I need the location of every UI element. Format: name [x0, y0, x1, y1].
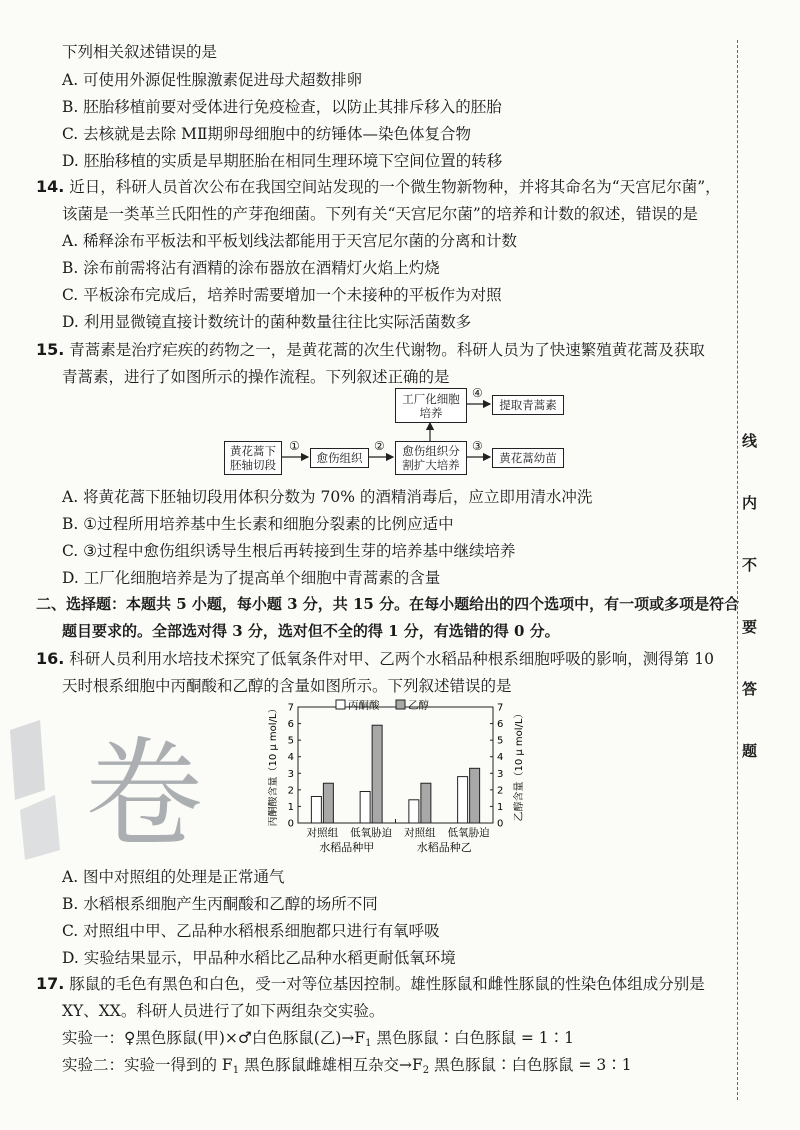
- bar-pyruvate: [311, 796, 321, 823]
- y-tick-label-left: 3: [287, 768, 294, 780]
- box-factory-l2: 培养: [419, 405, 443, 420]
- y-tick-label-left: 1: [287, 801, 294, 813]
- q15-stem-1: 青蒿素是治疗疟疾的药物之一，是黄花蒿的次生代谢物。科研人员为了快速繁殖黄花蒿及获取: [69, 341, 705, 359]
- legend-label-ethanol: 乙醇: [408, 699, 429, 712]
- q15-option-c: C. ③过程中愈伤组织诱导生根后再转接到生芽的培养基中继续培养: [62, 542, 516, 560]
- bar-ethanol: [323, 783, 333, 823]
- y-tick-label-right: 3: [497, 768, 504, 780]
- watermark-stamp: [0, 700, 230, 870]
- q14-option-d: D. 利用显微镜直接计数统计的菌种数量往往比实际活菌数多: [62, 313, 472, 331]
- x-category-label: 对照组: [404, 827, 436, 839]
- q16-line1: [36, 649, 714, 669]
- q15-option-d: D. 工厂化细胞培养是为了提高单个细胞中青蒿素的含量: [62, 569, 441, 587]
- y-tick-label-left: 2: [287, 785, 294, 797]
- q13-option-d: D. 胚胎移植的实质是早期胚胎在相同生理环境下空间位置的转移: [62, 152, 503, 170]
- legend-swatch-ethanol: [396, 700, 405, 709]
- y-tick-label-left: 4: [287, 752, 294, 764]
- q16-option-b: B. 水稻根系细胞产生丙酮酸和乙醇的场所不同: [62, 895, 378, 913]
- y-axis-title-left: 丙酮酸含量（10 μ mol/L）: [268, 703, 279, 827]
- y-tick-label-right: 2: [497, 785, 504, 797]
- q16-stem-2: 天时根系细胞中丙酮酸和乙醇的含量如图所示。下列叙述错误的是: [62, 677, 512, 695]
- q15-option-a: A. 将黄花蒿下胚轴切段用体积分数为 70% 的酒精消毒后，应立即用清水冲洗: [62, 488, 593, 506]
- box-extract: 提取青蒿素: [492, 395, 564, 415]
- legend-swatch-pyruvate: [336, 700, 345, 709]
- section2-heading-1: 二、选择题：本题共 5 小题，每小题 3 分，共 15 分。在每小题给出的四个选项中，有一项或多项是符合: [36, 595, 740, 613]
- q16-number: 16.: [36, 649, 65, 668]
- binding-line: [737, 40, 738, 1100]
- q16-stem-1: 科研人员利用水培技术探究了低氧条件对甲、乙两个水稻品种根系细胞呼吸的影响，测得第 10: [69, 650, 714, 668]
- bar-pyruvate: [409, 800, 419, 823]
- y-tick-label-right: 0: [497, 818, 504, 830]
- q16-option-c: C. 对照组中甲、乙品种水稻根系细胞都只进行有氧呼吸: [62, 922, 440, 940]
- exp2-text-c: 黑色豚鼠∶白色豚鼠 = 3∶1: [429, 1056, 632, 1074]
- bar-ethanol: [470, 768, 480, 823]
- y-tick-label-left: 6: [287, 719, 294, 731]
- y-tick-label-left: 5: [287, 735, 294, 747]
- side-note-5: 答: [742, 680, 758, 698]
- box-seedling: 黄花蒿幼苗: [492, 448, 564, 468]
- q17-stem-2: XY、XX。科研人员进行了如下两组杂交实验。: [62, 1002, 385, 1020]
- exp2-text-b: 黑色豚鼠雌雄相互杂交→F: [239, 1056, 423, 1074]
- y-tick-label-left: 7: [287, 702, 294, 714]
- y-axis-title-right: 乙醇含量（10 μ mol/L）: [514, 708, 525, 822]
- box-hypocotyl-l2: 胚轴切段: [230, 458, 276, 472]
- bar-ethanol: [372, 725, 382, 823]
- group-label: 水稻品种乙: [416, 841, 472, 854]
- box-factory-culture: [395, 388, 467, 423]
- y-tick-label-right: 7: [497, 702, 504, 714]
- q16-option-a: A. 图中对照组的处理是正常通气: [62, 868, 285, 886]
- q17-experiment-1: [62, 1028, 574, 1054]
- box-split-l1: 愈伤组织分: [402, 444, 460, 458]
- q17-stem-1: 豚鼠的毛色有黑色和白色，受一对等位基因控制。雄性豚鼠和雌性豚鼠的性染色体组成分别是: [69, 975, 705, 993]
- bar-pyruvate: [360, 792, 370, 823]
- side-note-6: 题: [742, 742, 758, 760]
- legend-label-pyruvate: 丙酮酸: [348, 699, 380, 712]
- side-note-2: 内: [742, 494, 758, 512]
- step-4: ④: [472, 386, 483, 400]
- exp2-text-a: 实验二：实验一得到的 F: [62, 1056, 233, 1074]
- side-note-1: 线: [742, 432, 758, 450]
- x-category-label: 对照组: [306, 827, 339, 839]
- q15-number: 15.: [36, 340, 65, 359]
- exp1-text-b: 黑色豚鼠∶白色豚鼠 = 1∶1: [371, 1029, 575, 1047]
- exp1-text-a: 实验一：♀黑色豚鼠(甲)×♂白色豚鼠(乙)→F: [62, 1029, 366, 1047]
- q13-option-b: B. 胚胎移植前要对受体进行免疫检查，以防止其排斥移入的胚胎: [62, 98, 502, 116]
- side-note-3: 不: [742, 556, 758, 574]
- exp2-sub1: 1: [232, 1065, 240, 1076]
- y-tick-label-right: 4: [497, 752, 504, 764]
- q14-option-c: C. 平板涂布完成后，培养时需要增加一个未接种的平板作为对照: [62, 286, 502, 304]
- q14-stem-2: 该菌是一类革兰氏阳性的产芽孢细菌。下列有关“天宫尼尔菌”的培养和计数的叙述，错误的是: [62, 205, 698, 223]
- box-callus: 愈伤组织: [310, 448, 369, 468]
- step-3: ③: [472, 439, 483, 453]
- box-hypocotyl-l1: 黄花蒿下: [230, 444, 276, 458]
- bar-ethanol: [421, 783, 431, 823]
- exp1-sub: 1: [365, 1038, 372, 1049]
- step-2: ②: [374, 439, 385, 453]
- box-callus-split: [395, 441, 467, 475]
- y-tick-label-right: 1: [497, 801, 504, 813]
- watermark-char: 卷: [85, 725, 204, 863]
- q16-option-d: D. 实验结果显示，甲品种水稻比乙品种水稻更耐低氧环境: [62, 949, 456, 967]
- q17-number: 17.: [36, 974, 65, 993]
- q13-stem: 下列相关叙述错误的是: [62, 43, 218, 61]
- y-tick-label-right: 6: [497, 719, 504, 731]
- y-tick-label-left: 0: [287, 818, 294, 830]
- section2-heading-2: 题目要求的。全部选对得 3 分，选对但不全的得 1 分，有选错的得 0 分。: [62, 622, 560, 640]
- exp2-sub2: 2: [422, 1065, 430, 1076]
- q17-line1: [36, 974, 705, 994]
- q13-option-a: A. 可使用外源促性腺激素促进母犬超数排卵: [62, 71, 363, 89]
- x-category-label: 低氧胁迫: [447, 827, 490, 839]
- q14-option-b: B. 涂布前需将沾有酒精的涂布器放在酒精灯火焰上灼烧: [62, 259, 440, 277]
- y-tick-label-right: 5: [497, 735, 504, 747]
- step-1: ①: [289, 439, 300, 453]
- group-label: 水稻品种甲: [319, 841, 375, 854]
- bar-pyruvate: [458, 777, 468, 823]
- box-hypocotyl: [224, 441, 282, 475]
- q14-stem-1: 近日，科研人员首次公布在我国空间站发现的一个微生物新物种，并将其命名为“天宫尼尔菌”，: [69, 178, 721, 196]
- q17-experiment-2: [62, 1055, 632, 1081]
- x-category-label: 低氧胁迫: [350, 827, 393, 839]
- q14-number: 14.: [36, 177, 65, 196]
- bar-chart: [268, 697, 528, 861]
- q15-option-b: B. ①过程所用培养基中生长素和细胞分裂素的比例应适中: [62, 515, 454, 533]
- q13-option-c: C. 去核就是去除 MⅡ期卵母细胞中的纺锤体—染色体复合物: [62, 125, 471, 143]
- box-split-l2: 割扩大培养: [402, 458, 460, 472]
- q15-stem-2: 青蒿素，进行了如图所示的操作流程。下列叙述正确的是: [62, 368, 450, 386]
- box-factory-l1: 工厂化细胞: [402, 391, 460, 406]
- q14-option-a: A. 稀释涂布平板法和平板划线法都能用于天宫尼尔菌的分离和计数: [62, 232, 518, 250]
- side-note-4: 要: [742, 618, 758, 636]
